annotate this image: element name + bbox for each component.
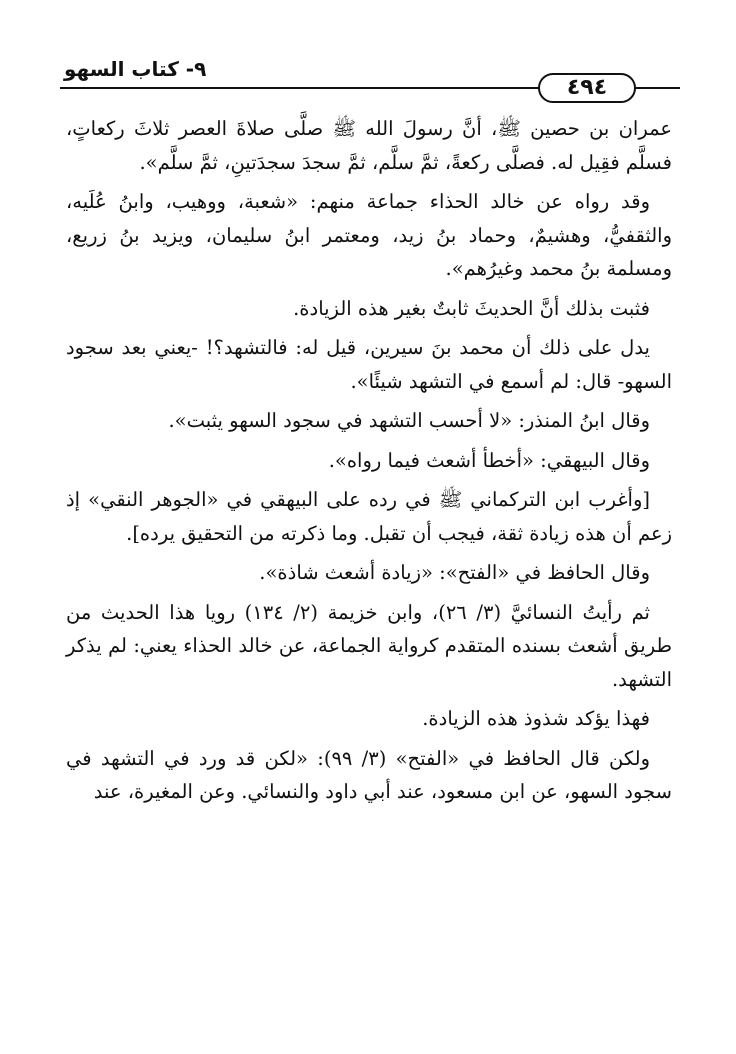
chapter-title: ٩- كتاب السهو bbox=[64, 57, 207, 81]
paragraph: وقال ابنُ المنذر: «لا أحسب التشهد في سجود السهو يثبت». bbox=[168, 409, 650, 432]
paragraph: يدل على ذلك أن محمد بنَ سيرين، قيل له: فالتشهد؟! -يعني بعد سجود السهو- قال: لم أسمع في التشهد شيئًا». bbox=[66, 336, 672, 393]
paragraph: وقال البيهقي: «أخطأ أشعث فيما رواه». bbox=[328, 448, 650, 472]
paragraph: فثبت بذلك أنَّ الحديثَ ثابتٌ بغير هذه الزيادة. bbox=[293, 296, 650, 320]
page-header bbox=[60, 55, 680, 105]
paragraph: فهذا يؤكد شذوذ هذه الزيادة. bbox=[422, 707, 650, 730]
paragraph: ولكن قال الحافظ في «الفتح» (٣/ ٩٩): «لكن قد ورد في التشهد في سجود السهو، عن ابن مسعود، عند أبي داود والنسائي. وعن المغيرة، عند bbox=[66, 746, 672, 803]
paragraph: ثم رأيتُ النسائيَّ (٣/ ٢٦)، وابن خزيمة (٢/ ١٣٤) رويا هذا الحديث من طريق أشعث بسنده المتقدم كرواية الجماعة، عن خالد الحذاء يعني: لم يذكر التشهد. bbox=[66, 600, 672, 691]
paragraph: [وأغرب ابن التركماني ﷺ في رده على البيهقي في «الجوهر النقي» إذ زعم أن هذه زيادة ثقة، فيجب أن تقبل. وما ذكرته من التحقيق يرده]. bbox=[66, 488, 672, 545]
paragraph: عمران بن حصين ﷺ، أنَّ رسولَ الله ﷺ صلَّى صلاةَ العصر ثلاثَ ركعاتٍ، فسلَّم فقِيل له. فصلَّى ركعةً، ثمَّ سلَّم، ثمَّ سجدَ سجدَتينِ، ثمَّ سلَّم». bbox=[66, 117, 672, 174]
paragraph: وقد رواه عن خالد الحذاء جماعة منهم: «شعبة، ووهيب، وابنُ عُلَيه، والثقفيُّ، وهشيمٌ، وحماد بنُ زيد، ومعتمر ابنُ سليمان، ويزيد بنُ زريع، ومسلمة بنُ محمد وغيرُهم». bbox=[66, 190, 672, 280]
body-text bbox=[66, 112, 672, 815]
paragraph: وقال الحافظ في «الفتح»: «زيادة أشعث شاذة». bbox=[259, 561, 650, 584]
page-number: ٤٩٤ bbox=[538, 73, 636, 103]
